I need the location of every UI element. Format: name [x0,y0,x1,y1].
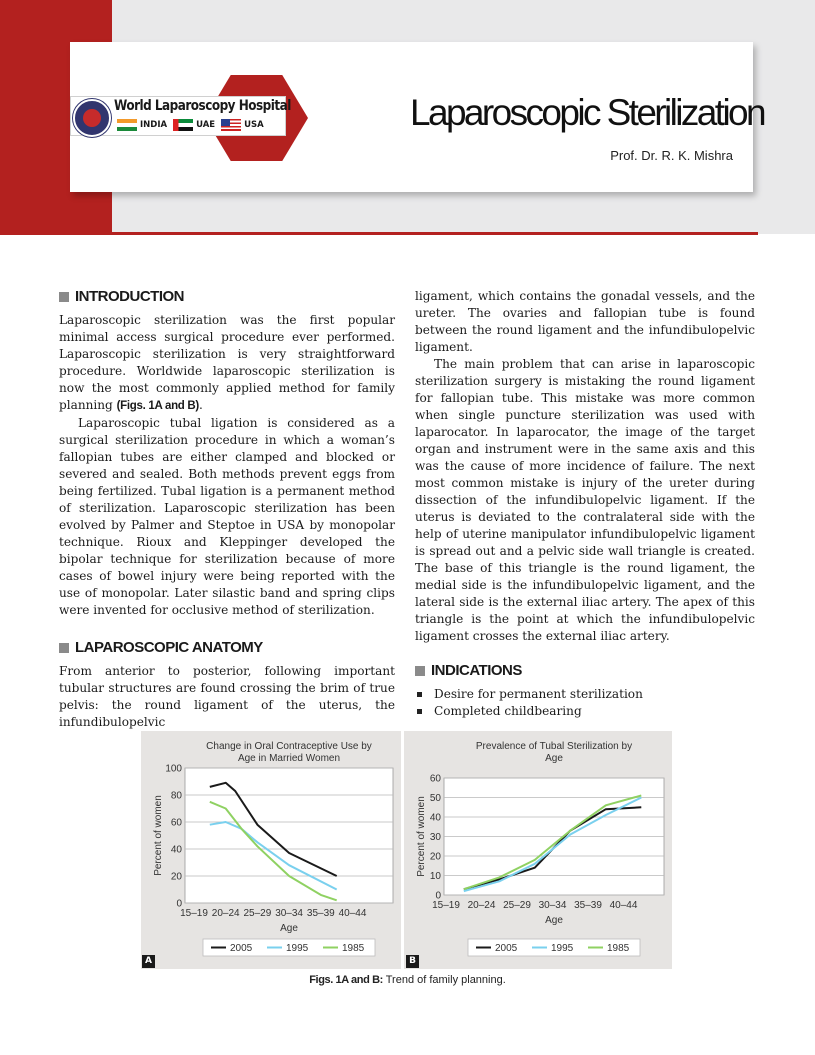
uae-flag-icon [173,119,193,131]
x-tick-label: 25–29 [243,908,272,919]
y-tick-label: 0 [176,898,182,910]
paragraph: ligament, which contains the gonadal vessels, and the ureter. The ovaries and fallopian tube is found between the round ligament and the infundibulopelvic ligament. [415,289,755,354]
plot-area [185,768,393,903]
list-item: Completed childbearing [415,703,755,720]
logo-country: USA [244,120,264,130]
header-divider [0,232,758,235]
chart-title: Change in Oral Contraceptive Use by [206,741,372,752]
right-column [415,288,755,720]
x-axis-label: Age [545,915,563,926]
logo-name: World Laparoscopy Hospital [114,98,291,114]
legend-label-2005: 2005 [495,943,518,954]
x-tick-label: 30–34 [538,900,567,911]
legend-label-1985: 1985 [607,943,630,954]
usa-flag-icon [221,119,241,131]
y-axis-label: Percent of women [416,796,427,877]
logo-countries [117,119,264,131]
y-tick-label: 50 [429,793,441,804]
figure-reference: (Figs. 1A and B) [116,400,199,412]
section-heading-indications: INDICATIONS [415,662,755,679]
square-bullet-icon [59,292,69,302]
india-flag-icon [117,119,137,131]
square-bullet-icon [59,643,69,653]
paragraph: From anterior to posterior, following important tubular structures are found crossing the brim of true pelvis: the round ligament of the uterus, the infundibulopelvic [59,664,395,729]
x-tick-label: 30–34 [275,908,304,919]
chart-panel-a [141,731,401,969]
legend-label-1985: 1985 [342,943,365,954]
section-heading-anatomy: LAPAROSCOPIC ANATOMY [59,639,395,656]
square-bullet-icon [415,666,425,676]
hospital-logo [70,96,291,136]
x-tick-label: 15–19 [180,908,208,919]
seal-icon [73,99,111,137]
page-title: Laparoscopic Sterilization [410,92,765,133]
y-axis-label: Percent of women [153,795,164,876]
panel-label-a: A [142,955,155,968]
y-tick-label: 10 [429,871,441,882]
section-heading-introduction: INTRODUCTION [59,288,395,305]
x-tick-label: 40–44 [609,900,638,911]
x-tick-label: 35–39 [574,900,602,911]
panel-label-b: B [406,955,419,968]
y-tick-label: 60 [429,773,441,785]
left-column [59,288,395,731]
x-tick-label: 20–24 [211,908,240,919]
paragraph: Laparoscopic sterilization was the first popular minimal access surgical procedure ever performed. Laparoscopic sterilization is very straightforward procedure. Worldwide laparoscopic sterilization is now the most commonly applied method for family planning (Figs. 1A and B). [59,313,395,412]
y-tick-label: 20 [429,851,441,863]
y-tick-label: 100 [165,763,182,775]
x-axis-label: Age [280,923,298,934]
x-tick-label: 15–19 [432,900,460,911]
logo-country: UAE [196,120,216,130]
y-tick-label: 80 [170,790,182,802]
paragraph: The main problem that can arise in laparoscopic sterilization surgery is mistaking the round ligament for fallopian tube. This mistake was more common when single puncture sterilization was used with laparocator. In laparocator, the image of the target organ and instrument were in the same axis and this was the cause of more incidence of failure. The next most common mistake is injury of the ureter during dissection of the infundibulopelvic ligament. If the uterus is deviated to the contralateral side with the help of uterine manipulator infundibulopelvic ligament is spread out and a pelvic side wall triangle is created. The base of this triangle is the round ligament, the medial side is the infundibulopelvic ligament, and the lateral side is the external iliac artery. The apex of this triangle is the point at which the infundibulopelvic ligament crosses the external iliac artery. [415,357,755,643]
y-tick-label: 30 [429,832,441,843]
legend-label-1995: 1995 [286,943,309,954]
figure-caption: Figs. 1A and B: Trend of family planning. [309,974,506,986]
x-tick-label: 35–39 [306,908,335,919]
chart-a [141,731,401,969]
list-item: Desire for permanent sterilization [415,686,755,703]
indications-list [415,686,755,720]
x-tick-label: 40–44 [338,908,367,919]
author-name: Prof. Dr. R. K. Mishra [610,148,733,163]
logo-country: INDIA [140,120,168,130]
chart-title: Age [545,753,563,764]
y-tick-label: 20 [170,871,182,883]
paragraph: Laparoscopic tubal ligation is considered as a surgical sterilization procedure in which a woman’s fallopian tubes are either clamped and blocked or severed and sealed. Both methods prevent eggs from being fertilized. Tubal ligation is a permanent method of sterilization. Laparoscopic sterilization has been evolved by Palmer and Steptoe in USA by monopolar technique. Rioux and Kleppinger developed the bipolar technique for sterilization because of more cases of bowel injury were being reported with the use of monopolar. Later silastic band and spring clips were invented for occlusive method of sterilization. [59,416,395,617]
chart-b [404,731,672,969]
y-tick-label: 60 [170,817,182,829]
chart-title: Age in Married Women [237,753,341,764]
y-tick-label: 40 [170,844,182,856]
legend-label-1995: 1995 [551,943,574,954]
x-tick-label: 25–29 [503,900,531,911]
chart-panel-b [404,731,672,969]
x-tick-label: 20–24 [467,900,496,911]
y-tick-label: 0 [435,890,441,902]
legend-label-2005: 2005 [230,943,253,954]
chart-title: Prevalence of Tubal Sterilization by [475,741,633,752]
y-tick-label: 40 [429,812,441,824]
